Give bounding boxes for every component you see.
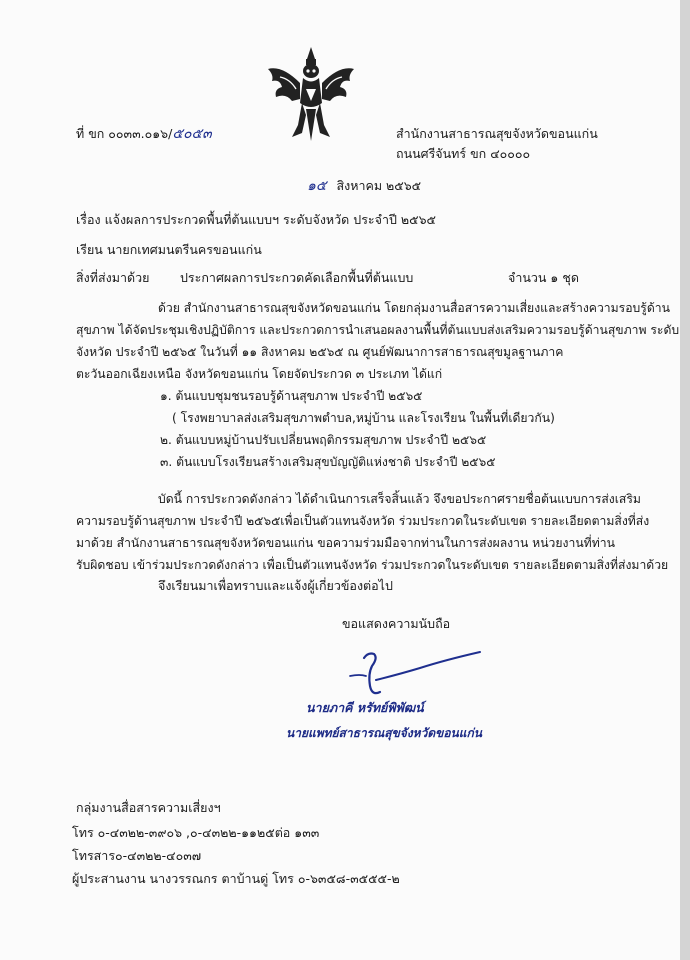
footer-fax: โทรสาร๐-๔๓๒๒-๔๐๓๗ — [72, 848, 202, 863]
signer-name: นายภาคี หรัทย์พิพัฒน์ — [306, 700, 424, 715]
enclosure-count: จำนวน ๑ ชุด — [508, 270, 579, 285]
footer-coordinator: ผู้ประสานงาน นางวรรณกร ตาบ้านดู่ โทร ๐-๖๓๕๘-๓๕๕๕-๒ — [72, 871, 400, 886]
body-line: รับผิดชอบ เข้าร่วมประกวดดังกล่าว เพื่อเป็นตัวแทนจังหวัด ร่วมประกวดในระดับเขต รายละเอียดตามสิ่งที่ส่งมาด้วย — [76, 558, 669, 572]
list-item-note: ( โรงพยาบาลส่งเสริมสุขภาพตำบล,หมู่บ้าน และโรงเรียน ในพื้นที่เดียวกัน) — [172, 411, 555, 425]
reference-prefix: ที่ ขก ๐๐๓๓.๐๑๖/ — [76, 126, 173, 141]
recipient-line: เรียน นายกเทศมนตรีนครขอนแก่น — [76, 242, 262, 257]
subject-line: เรื่อง แจ้งผลการประกวดพื้นที่ต้นแบบฯ ระดับจังหวัด ประจำปี ๒๕๖๕ — [76, 212, 436, 227]
date-month-year: สิงหาคม ๒๕๖๕ — [336, 178, 422, 193]
enclosure-text: ประกาศผลการประกวดคัดเลือกพื้นที่ต้นแบบ — [180, 270, 414, 285]
footer-phone: โทร ๐-๔๓๒๒-๓๙๐๖ ,๐-๔๓๒๒-๑๑๒๕ต่อ ๑๓๓ — [72, 825, 320, 840]
body-line: ตะวันออกเฉียงเหนือ จังหวัดขอนแก่น โดยจัดประกวด ๓ ประเภท ได้แก่ — [76, 367, 443, 381]
list-item: ๑. ต้นแบบชุมชนรอบรู้ด้านสุขภาพ ประจำปี ๒๕๖๕ — [160, 389, 423, 403]
closing-request: จึงเรียนมาเพื่อทราบและแจ้งผู้เกี่ยวข้องต่อไป — [158, 578, 393, 593]
date-day-handwritten: ๑๕ — [307, 178, 327, 194]
office-address: ถนนศรีจันทร์ ขก ๔๐๐๐๐ — [396, 146, 531, 161]
letter-date — [307, 178, 421, 194]
footer-department: กลุ่มงานสื่อสารความเสี่ยงฯ — [76, 800, 221, 815]
body-line: ด้วย สำนักงานสาธารณสุขจังหวัดขอนแก่น โดยกลุ่มงานสื่อสารความเสี่ยงและสร้างความรอบรู้ด้าน — [158, 301, 670, 315]
garuda-emblem-icon — [262, 45, 360, 145]
signer-title: นายแพทย์สาธารณสุขจังหวัดขอนแก่น — [286, 726, 482, 740]
body-line: ความรอบรู้ด้านสุขภาพ ประจำปี ๒๕๖๕เพื่อเป็นตัวแทนจังหวัด ร่วมประกวดในระดับเขต รายละเอียดตามสิ่งที่ส่ง — [76, 514, 650, 528]
body-line: บัดนี้ การประกวดดังกล่าว ได้ดำเนินการเสร็จสิ้นแล้ว จึงขอประกาศรายชื่อต้นแบบการส่งเสริม — [158, 492, 641, 506]
body-paragraph-1 — [76, 297, 680, 385]
reference-number — [76, 126, 212, 142]
body-paragraph-2 — [76, 488, 669, 576]
reference-handwritten: ๕๐๕๓ — [172, 126, 212, 142]
category-list — [160, 385, 640, 473]
body-line: จังหวัด ประจำปี ๒๕๖๕ ในวันที่ ๑๑ สิงหาคม ๒๕๖๕ ณ ศูนย์พัฒนาการสาธารณสุขมูลฐานภาค — [76, 345, 564, 359]
office-name: สำนักงานสาธารณสุขจังหวัดขอนแก่น — [396, 126, 598, 141]
body-line: มาด้วย สำนักงานสาธารณสุขจังหวัดขอนแก่น ขอความร่วมมือจากท่านในการส่งผลงาน หน่วยงานที่ท่าน — [76, 536, 615, 550]
salutation: ขอแสดงความนับถือ — [342, 616, 451, 631]
list-item: ๒. ต้นแบบหมู่บ้านปรับเปลี่ยนพฤติกรรมสุขภาพ ประจำปี ๒๕๖๕ — [160, 433, 487, 447]
body-line: สุขภาพ ได้จัดประชุมเชิงปฏิบัติการ และประกวดการนำเสนอผลงานพื้นที่ต้นแบบส่งเสริมความรอบรู้ด้านสุขภาพ ระดับ — [76, 323, 680, 337]
page-edge-shadow — [680, 0, 690, 960]
enclosure-label: สิ่งที่ส่งมาด้วย — [76, 270, 150, 285]
list-item: ๓. ต้นแบบโรงเรียนสร้างเสริมสุขบัญญัติแห่งชาติ ประจำปี ๒๕๖๕ — [160, 455, 496, 469]
